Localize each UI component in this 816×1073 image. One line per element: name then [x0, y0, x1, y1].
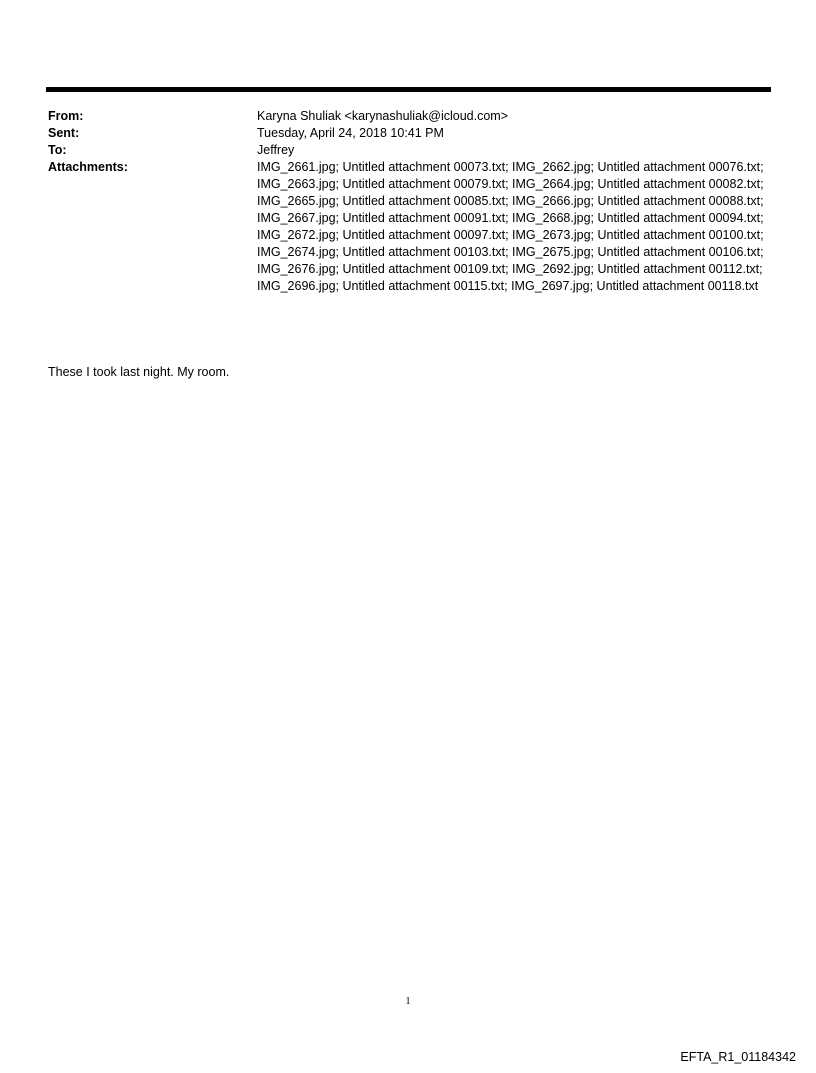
attachments-row	[48, 159, 772, 295]
attachments-value: IMG_2661.jpg; Untitled attachment 00073.txt; IMG_2662.jpg; Untitled attachment 00076.txt; IMG_2663.jpg; Untitled attachment 00079.txt; IMG_2664.jpg; Untitled attachment 00082.txt; IMG_2665.jpg; Untitled attachment 00085.txt; IMG_2666.jpg; Untitled attachment 00088.txt; IMG_2667.jpg; Untitled attachment 00091.txt; IMG_2668.jpg; Untitled attachment 00094.txt; IMG_2672.jpg; Untitled attachment 00097.txt; IMG_2673.jpg; Untitled attachment 00100.txt; IMG_2674.jpg; Untitled attachment 00103.txt; IMG_2675.jpg; Untitled attachment 00106.txt; IMG_2676.jpg; Untitled attachment 00109.txt; IMG_2692.jpg; Untitled attachment 00112.txt; IMG_2696.jpg; Untitled attachment 00115.txt; IMG_2697.jpg; Untitled attachment 00118.txt	[257, 160, 764, 293]
to-value: Jeffrey	[257, 143, 295, 157]
from-row	[48, 108, 772, 125]
to-label: To:	[48, 143, 67, 157]
bates-number: EFTA_R1_01184342	[680, 1050, 796, 1064]
to-row	[48, 142, 772, 159]
page-number: 1	[405, 996, 411, 1007]
sent-value: Tuesday, April 24, 2018 10:41 PM	[257, 126, 444, 140]
from-value: Karyna Shuliak <karynashuliak@icloud.com>	[257, 109, 509, 123]
sent-label: Sent:	[48, 126, 80, 140]
email-body: These I took last night. My room.	[48, 365, 230, 379]
email-header	[48, 108, 772, 295]
attachments-label: Attachments:	[48, 160, 128, 174]
header-divider	[46, 87, 771, 92]
sent-row	[48, 125, 772, 142]
from-label: From:	[48, 109, 84, 123]
